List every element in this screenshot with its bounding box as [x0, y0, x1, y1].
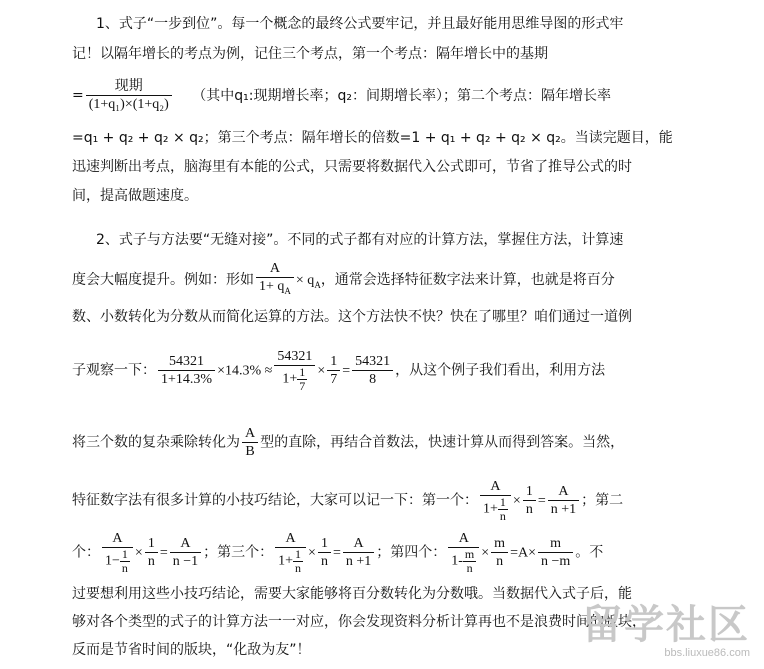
fraction-denominator: 1+14.3% [161, 372, 213, 387]
p1-line-3-rest: （其中q₁:现期增长率；q₂：间期增长率）；第二个考点：隔年增长率 [192, 87, 612, 104]
fraction-denominator: 1- $\frac{m}{n}$ [451, 547, 475, 575]
fraction-numerator: A [548, 483, 579, 501]
fraction-numerator: 1 [327, 353, 340, 371]
fraction-numerator: A [275, 530, 306, 548]
p2-line-5 [72, 425, 624, 460]
nested-denominator: 7 [299, 379, 306, 393]
equals-a-times: =A× [510, 545, 536, 561]
fraction-denominator [256, 278, 294, 300]
fraction-numerator: A [448, 530, 479, 548]
fraction-denominator: B [245, 444, 255, 459]
nested-numerator: 1 [299, 365, 306, 379]
nested-fraction [120, 548, 130, 575]
times-sign: × [308, 545, 316, 561]
p2-line-5-text-a: 将三个数的复杂乘除转化为 [72, 434, 240, 451]
times-qa [296, 273, 321, 288]
fraction-numerator: 54321 [352, 353, 393, 371]
nested-denominator: n [121, 561, 128, 575]
p1-line-5: 迅速判断出考点，脑海里有本能的公式，只需要将数据代入公式即可，节省了推导公式的时 [72, 159, 632, 175]
p2-line-6-text-b: ；第二 [581, 492, 624, 509]
formula-denominator: (1+q₁)×(1+q₂) [88, 97, 169, 112]
fraction-numerator: 1 [523, 483, 536, 501]
fraction-denominator: n [147, 554, 155, 569]
denominator-text: 1+ [282, 371, 298, 387]
rule-1-fraction-b [523, 483, 536, 518]
p2-line-10: 反而是节省时间的版块，“化敌为友”！ [72, 642, 311, 658]
rule-1-fraction-a [480, 478, 511, 523]
nested-denominator: n [295, 561, 302, 575]
p2-line-2-text-a: 度会大幅度提升。例如：形如 [72, 271, 254, 288]
p2-line-4-text-a: 子观察一下： [72, 362, 156, 379]
site-watermark [582, 603, 750, 659]
times-percent-approx: ×14.3% ≈ [217, 363, 273, 379]
fraction-numerator: m [538, 535, 573, 553]
example-fraction-4 [352, 353, 393, 388]
p2-line-3: 数、小数转化为分数从而简化运算的方法。这个方法快不快？快在了哪里？咱们通过一道例 [72, 309, 632, 325]
fraction-denominator: n [525, 502, 533, 517]
fraction-numerator: A [242, 425, 258, 443]
p1-line-6: 间，提高做题速度。 [72, 188, 198, 204]
p2-line-7 [72, 530, 603, 575]
times-sign: × [512, 493, 521, 509]
subscript: A [284, 285, 291, 296]
base-period-formula [86, 78, 172, 113]
formula-numerator: 现期 [86, 78, 172, 96]
rule-1-result [548, 483, 579, 518]
equals-sign: = [342, 363, 351, 379]
nested-fraction [463, 548, 476, 575]
fraction-a-over-1-plus-qa [256, 260, 294, 300]
nested-fraction [297, 366, 307, 393]
p2-line-9: 够对各个类型的式子的计算方法一一对应，你会发现资料分析计算再也不是浪费时间的版块， [72, 614, 646, 630]
fraction-a-over-b [242, 425, 258, 460]
times-sign: × [134, 545, 143, 561]
rule-2-fraction-b [145, 535, 158, 570]
fraction-denominator: n +1 [345, 554, 372, 569]
fraction-numerator: 1 [318, 535, 331, 553]
fraction-numerator: 1 [145, 535, 158, 553]
p2-line-7-text-a: 个： [72, 544, 100, 561]
fraction-numerator: A [102, 530, 133, 548]
fraction-numerator: A [480, 478, 511, 496]
nested-fraction [498, 496, 508, 523]
rule-4-fraction-b [491, 535, 508, 570]
p2-line-7-text-c: ；第四个： [376, 544, 447, 561]
times-text: × q [295, 272, 315, 288]
rule-4-result [538, 535, 573, 570]
p2-line-6 [72, 478, 623, 523]
equals-sign: = [159, 545, 168, 561]
example-fraction-1 [158, 353, 215, 388]
times-sign: × [317, 363, 326, 379]
equals-sign: = [332, 545, 341, 561]
p2-line-1: 2、式子与方法要“无缝对接”。不同的式子都有对应的计算方法，掌握住方法，计算速 [96, 232, 624, 248]
p2-line-2-text-b: ，通常会选择特征数字法来计算，也就是将百分 [320, 271, 615, 288]
p2-line-5-text-b: 型的直除，再结合首数法，快速计算从而得到答案。当然， [260, 434, 625, 451]
watermark-url: bbs.liuxue86.com [664, 647, 750, 659]
fraction-denominator: 1+ $\frac{1}{n}$ [483, 495, 506, 523]
nested-denominator: n [466, 561, 473, 575]
fraction-denominator [274, 366, 315, 393]
nested-numerator: m [464, 547, 475, 561]
nested-numerator: 1 [499, 495, 506, 509]
fraction-numerator: 54321 [274, 348, 315, 366]
example-fraction-3 [327, 353, 340, 388]
p1-line-3 [72, 78, 611, 113]
fraction-numerator: A [170, 535, 201, 553]
p2-line-7-text-b: ；第三个： [203, 544, 274, 561]
nested-numerator: 1 [295, 547, 302, 561]
equals-sign: = [537, 493, 546, 509]
fraction-numerator: 54321 [158, 353, 215, 371]
p2-line-4 [72, 348, 605, 393]
rule-3-fraction-a [275, 530, 306, 575]
fraction-denominator: n −m [540, 554, 571, 569]
watermark-logo-text: 留学社区 [582, 602, 750, 648]
fraction-numerator: A [256, 260, 294, 278]
equals-sign: = [72, 87, 84, 104]
nested-fraction [293, 548, 303, 575]
rule-2-fraction-a [102, 530, 133, 575]
fraction-numerator: m [491, 535, 508, 553]
p1-line-2: 记！以隔年增长的考点为例，记住三个考点，第一个考点：隔年增长中的基期 [72, 46, 548, 62]
nested-denominator: n [499, 509, 506, 523]
nested-numerator: 1 [121, 547, 128, 561]
rule-4-fraction-a [448, 530, 479, 575]
fraction-numerator: A [343, 535, 374, 553]
fraction-denominator: 1+ $\frac{1}{n}$ [278, 547, 302, 575]
fraction-denominator: n +1 [550, 502, 577, 517]
fraction-denominator: n [496, 554, 504, 569]
p1-line-1: 1、式子“一步到位”。每一个概念的最终公式要牢记，并且最好能用思维导图的形式牢 [96, 16, 624, 32]
p2-line-6-text-a: 特征数字法有很多计算的小技巧结论，大家可以记一下：第一个： [72, 492, 478, 509]
p2-line-7-text-d: 。不 [575, 544, 604, 561]
p1-line-4: =q₁ + q₂ + q₂ × q₂；第三个考点：隔年增长的倍数=1 + q₁ + q₂ + q₂ × q₂。当读完题目，能 [72, 130, 673, 146]
fraction-denominator: 8 [369, 372, 377, 387]
denominator-text: 1+ q [259, 279, 285, 294]
p2-line-4-text-b: ，从这个例子我们看出，利用方法 [395, 362, 606, 379]
fraction-denominator: n [320, 554, 328, 569]
fraction-denominator: n −1 [172, 554, 199, 569]
fraction-denominator: 1− $\frac{1}{n}$ [105, 547, 128, 575]
example-fraction-2 [274, 348, 315, 393]
rule-3-result [343, 535, 374, 570]
fraction-denominator: 7 [330, 372, 338, 387]
rule-3-fraction-b [318, 535, 331, 570]
p2-line-2 [72, 260, 615, 300]
times-sign: × [481, 545, 490, 561]
p2-line-8: 过要想利用这些小技巧结论，需要大家能够将百分数转化为分数哦。当数据代入式子后，能 [72, 586, 632, 602]
subscript: A [314, 279, 321, 290]
rule-2-result [170, 535, 201, 570]
